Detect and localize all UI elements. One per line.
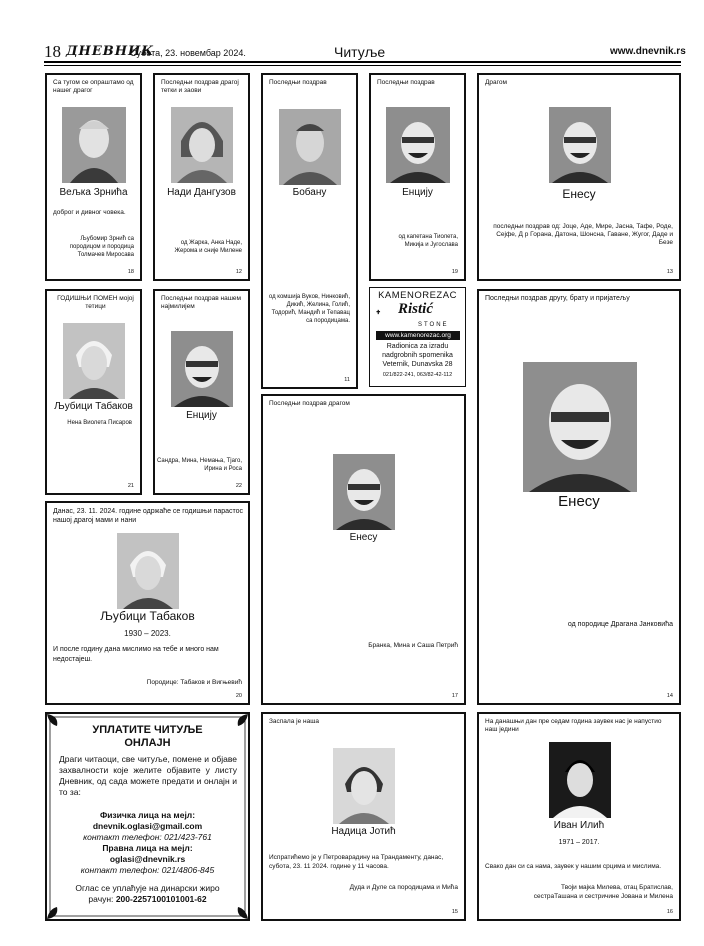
deceased-name: Енесу [349,532,378,543]
notice-text: доброг и дивног човека. [53,209,126,216]
ad-line1: Radionica za izradu [386,343,449,350]
ad-title: KAMENOREZAC [378,290,457,301]
notice-text: Испратићемо је у Петроварадину на Трандаменту, данас, субота, 23. 11 2024. године у 11 часова. [269,854,444,870]
notice-danguzov [153,73,250,281]
promo-body: Драги читаоци, све читуље, помене и објаве захвалности које желите објавите у листу Дневник, од сада можете предати и онлајн и то за: [59,754,237,797]
notice-number: 21 [127,483,134,489]
notice-number: 14 [666,693,673,699]
notice-signature: Сандра, Мина, Немања, Тјаго, Ирина и Роса [157,458,242,472]
portrait-photo [171,331,233,407]
life-years: 1971 – 2017. [558,839,600,846]
portrait-photo [279,109,341,185]
portrait-photo [117,533,179,609]
physical-persons-email[interactable]: dnevnik.oglasi@gmail.com [92,821,203,831]
notice-tabakov-2 [45,501,250,705]
notice-intro: Последњи поздрав [377,79,435,86]
deceased-name: Бобану [292,187,327,198]
notice-enesu-1 [477,73,681,281]
deceased-name: Вељка Зрнића [59,187,128,198]
notice-intro: Данас, 23. 11. 2024. године одржаће се годишњи парастос нашој драгој мами и нани [53,508,244,524]
notice-signature: последњи поздрав од: Јоце, Аде, Мире, Јасна, Тафе, Роде, Сејфе, Д р Горана, Датона, Шонсна, Гаване, Жугог, Даде и Безе [493,223,673,246]
notice-ilic [477,712,681,921]
notice-text: И после годину дана мислимо на тебе и много нам недостајеш. [53,646,219,663]
cross-icon [376,302,396,322]
physical-persons-phone: контакт телефон: 021/423-761 [83,832,212,842]
portrait-photo [523,362,637,492]
issue-date: Субота, 23. новембар 2024. [130,48,246,58]
notice-bobanu [261,73,358,389]
notice-text: Свако дан си са нама, заувек у нашим срцима и мислима. [485,863,662,870]
deceased-name: Енесу [558,493,600,510]
notice-signature: Нена Виолета Писаров [67,420,132,426]
notice-zrnic [45,73,142,281]
notice-signature: Бранка, Мина и Саша Петрић [368,642,458,649]
portrait-photo [549,742,611,818]
notice-number: 15 [451,909,458,915]
notice-signature: Породице: Табаков и Вигњевић [146,679,242,686]
newspaper-logo: ДНЕВНИК [66,44,155,59]
notice-encu-1 [369,73,466,281]
legal-persons-label: Правна лица на мејл: [102,843,193,853]
notice-signature: од породице Драгана Јанковића [567,621,673,628]
notice-intro: Заспала је наша [269,718,320,725]
notice-intro: ГОДИШЊИ ПОМЕН мојој тетици [57,295,134,310]
notice-signature-line1: Твоји мајка Милева, отац Братислав, [561,884,673,891]
portrait-photo [549,107,611,183]
payment-label: рачун: [88,894,114,904]
notice-signature-line2: сестраТашана и сестричине Јована и Милена [533,893,673,900]
notice-number: 18 [127,269,134,275]
stone-ad[interactable] [369,287,466,387]
portrait-photo [386,107,450,183]
section-title: Читуље [334,44,386,60]
ad-line3: Veternik, Dunavska 28 [382,361,453,368]
deceased-name: Енцију [186,410,217,421]
notice-number: 19 [451,269,458,275]
notice-intro: На данашњи дан пре седам година заувек нас је напустио наш једини [485,718,662,733]
payment-line: Оглас се уплаћује на динарски жиро [75,883,220,893]
notice-signature: од капетана Тиолета, Микија и Југослава [398,234,458,248]
page-header [0,0,704,70]
deceased-name: Иван Илић [553,820,605,831]
notice-intro: Последњи поздрав драгој тетки и заови [161,79,239,94]
notice-encu-2 [153,289,250,495]
payment-account-row [45,894,250,904]
page-number: 18 [44,42,61,61]
notice-number: 13 [666,269,673,275]
header-rule-thin [44,65,681,66]
ad-logo [376,302,460,322]
online-obituary-promo [45,712,250,921]
portrait-photo [62,107,126,183]
notice-signature: Љубомир Зрнић са породицом и породица Толмачев Миросава [69,236,134,258]
notice-number: 22 [235,483,242,489]
notice-signature: од Жарка, Анкa Наде, Жерома и сније Милене [174,240,242,254]
life-years: 1930 – 2023. [124,629,171,638]
legal-persons-phone: контакт телефон: 021/4806-845 [80,865,215,875]
ad-phone: 021/822-241, 063/82-42-112 [382,372,453,378]
ad-brand-sub: STONE [418,322,449,328]
promo-title-line1: УПЛАТИТЕ ЧИТУЉЕ [92,724,203,736]
ad-url[interactable]: www.kamenorezac.org [376,331,460,340]
payment-account: 200-2257100101001-62 [115,894,207,904]
header-rule [44,61,681,63]
physical-persons-label: Физичка лица на мејл: [99,810,196,820]
notice-number: 17 [451,693,458,699]
notice-intro: Последњи поздрав [269,79,327,86]
notice-intro: Са тугом се опраштамо од нашег драгог [53,79,134,94]
deceased-name: Енцију [402,187,433,198]
notice-tabakov-1 [45,289,142,495]
notice-signature: од комшија Вуков, Нинковић, Дикић, Желина, Голић, Тодорић, Мандић и Тепавац са породицама. [268,294,350,324]
portrait-photo [333,748,395,824]
notice-number: 16 [666,909,673,915]
deceased-name: Љубици Табаков [100,609,195,623]
deceased-name: Надица Јотић [331,826,396,837]
notice-number: 12 [235,269,242,275]
notice-signature: Дуда и Дуле са породицама и Мића [349,884,458,891]
notice-enesu-2 [261,394,466,705]
notice-intro: Последњи поздрав драгом [269,400,350,407]
notice-intro: Драгом [485,79,507,86]
portrait-photo [333,454,395,530]
deceased-name: Енесу [562,187,596,201]
notice-jotic [261,712,466,921]
deceased-name: Нади Дангузов [167,187,236,198]
legal-persons-email[interactable]: oglasi@dnevnik.rs [109,854,186,864]
promo-title-line2: ОНЛАЈН [124,737,171,749]
notice-number: 20 [235,693,242,699]
notice-intro: Последњи поздрав нашем најмилијем [161,295,241,310]
notice-intro: Последњи поздрав другу, брату и пријатељу [485,295,630,302]
ad-line2: nadgrobnih spomenika [382,352,453,359]
website-link[interactable]: www.dnevnik.rs [610,46,686,57]
notice-number: 11 [344,377,350,383]
portrait-photo [171,107,233,183]
ad-brand: Ristić [398,301,434,317]
portrait-photo [63,323,125,399]
deceased-name: Љубици Табаков [54,401,133,412]
notice-enesu-big [477,289,681,705]
